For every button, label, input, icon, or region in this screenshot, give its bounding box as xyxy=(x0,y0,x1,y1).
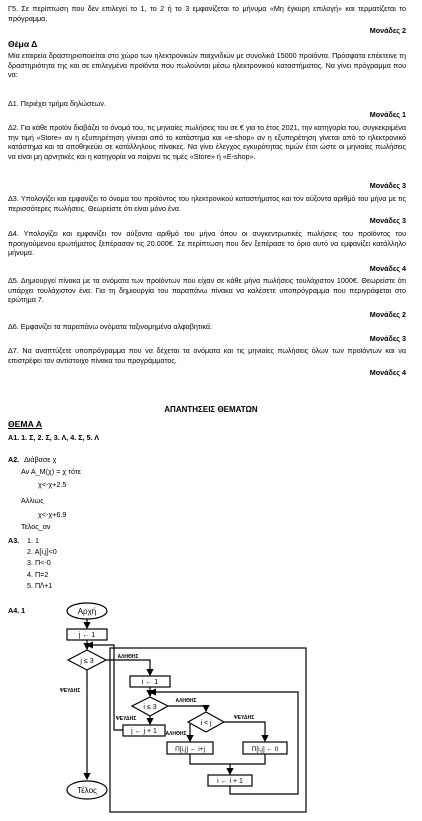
true-label: ΑΛΗΘΗΣ xyxy=(165,731,187,737)
a2-line: χ<-χ+6.9 xyxy=(38,510,67,519)
cond-j-label: j ≤ 3 xyxy=(80,658,94,665)
a3-line: 1. 1 xyxy=(27,536,39,545)
end-label: Τέλος xyxy=(77,786,97,795)
d3-marks: Μονάδες 3 xyxy=(369,216,406,225)
d5-text: Δ5. Δημιουργεί πίνακα με τα ονόματα των προϊόντων που είχαν σε κάθε μήνα πωλήσεις τουλάχιστον 1000€. Θεωρείστε ότι υπάρχει τουλάχιστον ένα. Για τη δημιουργία του παραπάνω πίνακα να καλέσετε υποπρόγραμμα που περιγράφεται στο ερώτημα 7. xyxy=(8,276,406,305)
inc-j-label: j ← j + 1 xyxy=(131,728,157,735)
a3-line: 2. Α[i,j]<0 xyxy=(27,547,57,556)
a2-line: Τελος_αν xyxy=(21,522,51,531)
flowchart xyxy=(40,596,310,818)
start-label: Αρχή xyxy=(77,607,97,616)
theme-a-heading: ΘΕΜΑ Α xyxy=(8,419,43,429)
a2-line: Αν Α_Μ(χ) = χ τότε xyxy=(21,467,81,476)
false-label: ΨΕΥΔΗΣ xyxy=(59,688,81,694)
d2-marks: Μονάδες 3 xyxy=(369,181,406,190)
answers-title: ΑΠΑΝΤΗΣΕΙΣ ΘΕΜΑΤΩΝ xyxy=(164,405,258,414)
a3-line: 4. Π=2 xyxy=(27,570,49,579)
d1-text: Δ1. Περιέχει τμήμα δηλώσεων. xyxy=(8,99,106,108)
true-label: ΑΛΗΘΗΣ xyxy=(175,698,197,704)
init-i-label: i ← 1 xyxy=(141,679,159,686)
true-label: ΑΛΗΘΗΣ xyxy=(117,654,139,660)
false-label: ΨΕΥΔΗΣ xyxy=(233,715,255,721)
false-label: ΨΕΥΔΗΣ xyxy=(115,716,137,722)
a3-label: Α3. xyxy=(8,536,20,545)
assign-sum-label: Π[i,j] ← i+j xyxy=(175,746,205,753)
d7-marks: Μονάδες 4 xyxy=(369,368,406,377)
inc-i-label: i ← i + 1 xyxy=(217,778,243,785)
a1-answer: Α1. 1. Σ, 2. Σ, 3. Λ, 4. Σ, 5. Λ xyxy=(8,433,100,442)
a2-line: χ<-χ+2.5 xyxy=(38,480,67,489)
a3-line: 3. Π<-0 xyxy=(27,558,51,567)
cond-ij-label: i < j xyxy=(200,720,212,727)
theme-d-heading: Θέμα Δ xyxy=(8,39,38,49)
a2-line: Αλλιως xyxy=(21,496,44,505)
a3-line: 5. Π/\+1 xyxy=(27,581,53,590)
d7-text: Δ7. Να αναπτύξετε υποπρόγραμμα που να δέχεται τα ονόματα και τις μηνιαίες πωλήσεις όλων των προϊόντων και να επιστρέφει τον αντίστοιχο πίνακα του προγράμματος. xyxy=(8,346,406,365)
a2-label: Α2. xyxy=(8,455,20,464)
g5-paragraph: Γ5. Σε περίπτωση που δεν επιλεγεί το 1, το 2 ή το 3 εμφανίζεται το μήνυμα «Μη έγκυρη επιλογή» και τερματίζεται το πρόγραμμα. xyxy=(8,4,406,23)
d6-text: Δ6. Εμφανίζει τα παραπάνω ονόματα ταξινομημένα αλφαβητικά. xyxy=(8,322,213,331)
d1-marks: Μονάδες 1 xyxy=(369,110,406,119)
d2-text: Δ2. Για κάθε προϊόν διαβάζει το όνομά του, τις μηνιαίες πωλήσεις του σε € για το έτος 2021, την κατηγορία του, συγκεκριμένα την τιμή «Store» αν η εξυπηρέτηση γίνεται από το κατάστημα και «e-shop» αν η εξυπηρέτηση γίνεται από το ηλεκτρονικό κατάστημα και τα αποθηκεύει σε κατάλληλους πίνακες. Να γίνει έλεγχος εγκυρότητας τιμών έτσι ώστε οι μηνιαίες πωλήσεις να είναι μη αρνητικές και η κατηγορία να παίρνει τις τιμές «Store» ή «E-shop». xyxy=(8,123,406,161)
a4-label: Α4. 1 xyxy=(8,606,26,615)
g5-marks: Μονάδες 2 xyxy=(369,26,406,35)
cond-i-label: i ≤ 3 xyxy=(143,704,157,711)
init-j-label: j ← 1 xyxy=(78,632,96,639)
d4-text: Δ4. Υπολογίζει και εμφανίζει τον αύξοντα αριθμό του μήνα όπου οι συγκεντρωτικές πωλήσεις του προϊόντος του προηγούμενου ερωτήματος ξεπέρασαν τις 20.000€. Σε περίπτωση που δεν ξεπέρασε το όριο αυτό να εμφανίζει κατάλληλο μήνυμα. xyxy=(8,229,406,258)
d5-marks: Μονάδες 2 xyxy=(369,310,406,319)
d4-marks: Μονάδες 4 xyxy=(369,264,406,273)
d3-text: Δ3. Υπολογίζει και εμφανίζει το όνομα του προϊόντος του ηλεκτρονικού καταστήματος και τον αύξοντα αριθμό του μήνα με τις περισσότερες πωλήσεις. Θεωρείστε ότι είναι μόνο ένα. xyxy=(8,194,406,213)
assign-zero-label: Π[i,j] ← 0 xyxy=(251,746,279,753)
d6-marks: Μονάδες 3 xyxy=(369,334,406,343)
theme-d-intro: Μία εταιρεία δραστηριοποιείται στο χώρο των ηλεκτρονικών παιχνιδιών με συνολικά 15000 προϊόντα. Πρόσφατα επέκτεινε τη δραστηριότητα της και σε επιλεγμένα προϊόντα που πωλούνται μέσω ηλεκτρονικού καταστήματος. Να γίνει πρόγραμμα που να: xyxy=(8,51,406,80)
a2-line: Διάβασε χ xyxy=(24,455,57,464)
